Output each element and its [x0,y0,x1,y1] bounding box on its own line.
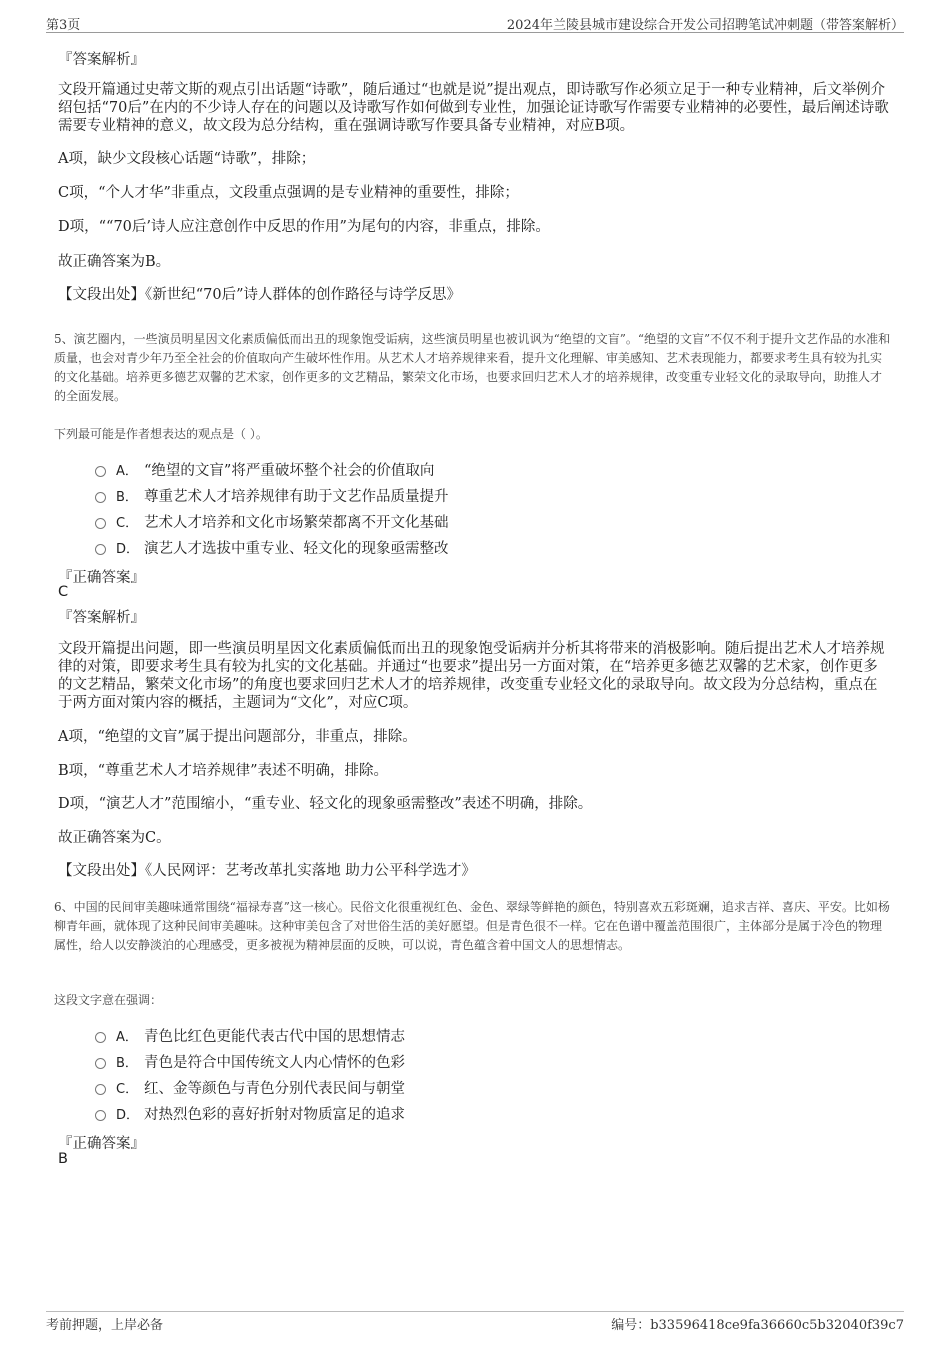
option-text: 尊重艺术人才培养规律有助于文艺作品质量提升 [144,488,449,505]
option-letter: D． [116,541,140,557]
radio-icon[interactable] [95,1084,106,1095]
question-5-option-d[interactable] [95,537,449,557]
correct-answer: C [58,584,69,600]
analysis-item-b: B项，“尊重艺术人才培养规律”表述不明确，排除。 [58,763,388,779]
option-letter: B． [116,489,138,505]
option-text: 青色是符合中国传统文人内心情怀的色彩 [144,1054,405,1071]
analysis-label: 『答案解析』 [58,610,145,626]
option-letter: D． [116,1107,140,1123]
question-6-option-a[interactable] [95,1025,405,1045]
option-text: “绝望的文盲”将严重破坏整个社会的价值取向 [144,462,435,479]
radio-icon[interactable] [95,518,106,529]
header-divider [46,32,904,33]
footer-serial: 编号：b33596418ce9fa36660c5b32040f39c7 [611,1318,904,1333]
option-text: 艺术人才培养和文化市场繁荣都离不开文化基础 [144,514,449,531]
analysis-label: 『答案解析』 [58,52,145,68]
option-letter: C． [116,515,139,531]
question-5-option-b[interactable] [95,485,449,505]
question-6-option-b[interactable] [95,1051,405,1071]
correct-answer-label: 『正确答案』 [58,1136,145,1152]
option-letter: C． [116,1081,139,1097]
radio-icon[interactable] [95,1110,106,1121]
analysis-text: 文段开篇提出问题，即一些演员明星因文化素质偏低而出丑的现象饱受诟病并分析其将带来的消极影响。随后提出艺术人才培养规律的对策，即要求考生具有较为扎实的文化基础。并通过“也要求”提出另一方面对策，在“培养更多德艺双馨的艺术家，创作更多的文艺精品，繁荣文化市场”的角度也要求回归艺术人才的培养规律，改变重专业轻文化的录取导向。故文段为分总结构，重点在于两方面对策内容的概括，主题词为“文化”，对应C项。 [58,641,885,711]
analysis-text: 文段开篇通过史蒂文斯的观点引出话题“诗歌”，随后通过“也就是说”提出观点，即诗歌写作必须立足于一种专业精神，后文举例介绍包括“70后”在内的不少诗人存在的问题以及诗歌写作如何做到专业性，加强论证诗歌写作需要专业精神的必要性，最后阐述诗歌需要专业精神的意义，故文段为总分结构，重在强调诗歌写作要具备专业精神，对应B项。 [58,82,889,134]
question-5-stem: 5、演艺圈内，一些演员明星因文化素质偏低而出丑的现象饱受诟病，这些演员明星也被讥讽为“绝望的文盲”。“绝望的文盲”不仅不利于提升文艺作品的水准和质量，也会对青少年乃至全社会的价值取向产生破坏性作用。从艺术人才培养规律来看，提升文化理解、审美感知、艺术表现能力，都要求考生具有较为扎实的文化基础。培养更多德艺双馨的艺术家，创作更多的文艺精品，繁荣文化市场，也要求回归艺术人才的培养规律，改变重专业轻文化的录取导向，助推人才的全面发展。 [54,332,891,403]
analysis-source: 【文段出处】《新世纪“70后”诗人群体的创作路径与诗学反思》 [58,287,462,303]
document-title: 2024年兰陵县城市建设综合开发公司招聘笔试冲刺题（带答案解析） [506,18,904,33]
question-6-prompt: 这段文字意在强调： [54,993,163,1007]
option-letter: B． [116,1055,138,1071]
analysis-item-a: A项，“绝望的文盲”属于提出问题部分，非重点，排除。 [58,729,417,745]
page-number: 第3页 [46,18,81,33]
radio-icon[interactable] [95,544,106,555]
analysis-conclusion: 故正确答案为C。 [58,830,171,846]
footer-slogan: 考前押题，上岸必备 [46,1318,164,1333]
radio-icon[interactable] [95,466,106,477]
question-5-option-a[interactable] [95,459,434,479]
analysis-source: 【文段出处】《人民网评：艺考改革扎实落地 助力公平科学选才》 [58,863,476,879]
analysis-item-d: D项，“演艺人才”范围缩小，“重专业、轻文化的现象亟需整改”表述不明确，排除。 [58,796,593,812]
radio-icon[interactable] [95,1032,106,1043]
correct-answer: B [58,1151,68,1167]
question-6-option-c[interactable] [95,1077,405,1097]
option-text: 对热烈色彩的喜好折射对物质富足的追求 [144,1106,405,1123]
question-5-option-c[interactable] [95,511,449,531]
correct-answer-label: 『正确答案』 [58,570,145,586]
analysis-item-a: A项，缺少文段核心话题“诗歌”，排除； [58,151,316,167]
option-text: 青色比红色更能代表古代中国的思想情志 [144,1028,405,1045]
footer-divider [46,1311,904,1312]
radio-icon[interactable] [95,492,106,503]
question-6-option-d[interactable] [95,1103,405,1123]
analysis-item-c: C项，“个人才华”非重点，文段重点强调的是专业精神的重要性，排除； [58,185,519,201]
question-5-prompt: 下列最可能是作者想表达的观点是（ ）。 [54,427,268,441]
analysis-item-d: D项，““70后’诗人应注意创作中反思的作用”为尾句的内容，非重点，排除。 [58,219,550,235]
analysis-conclusion: 故正确答案为B。 [58,254,171,270]
question-6-stem: 6、中国的民间审美趣味通常围绕“福禄寿喜”这一核心。民俗文化很重视红色、金色、翠绿等鲜艳的颜色，特别喜欢五彩斑斓，追求吉祥、喜庆、平安。比如杨柳青年画，就体现了这种民间审美趣味。这种审美包含了对世俗生活的美好愿望。但是青色很不一样。它在色谱中覆盖范围很广，主体部分是属于冷色的物理属性，给人以安静淡泊的心理感受，更多被视为精神层面的反映，可以说，青色蕴含着中国文人的思想情志。 [54,900,890,952]
option-text: 红、金等颜色与青色分别代表民间与朝堂 [144,1080,405,1097]
option-letter: A． [116,463,138,479]
option-text: 演艺人才选拔中重专业、轻文化的现象亟需整改 [144,540,449,557]
option-letter: A． [116,1029,138,1045]
radio-icon[interactable] [95,1058,106,1069]
